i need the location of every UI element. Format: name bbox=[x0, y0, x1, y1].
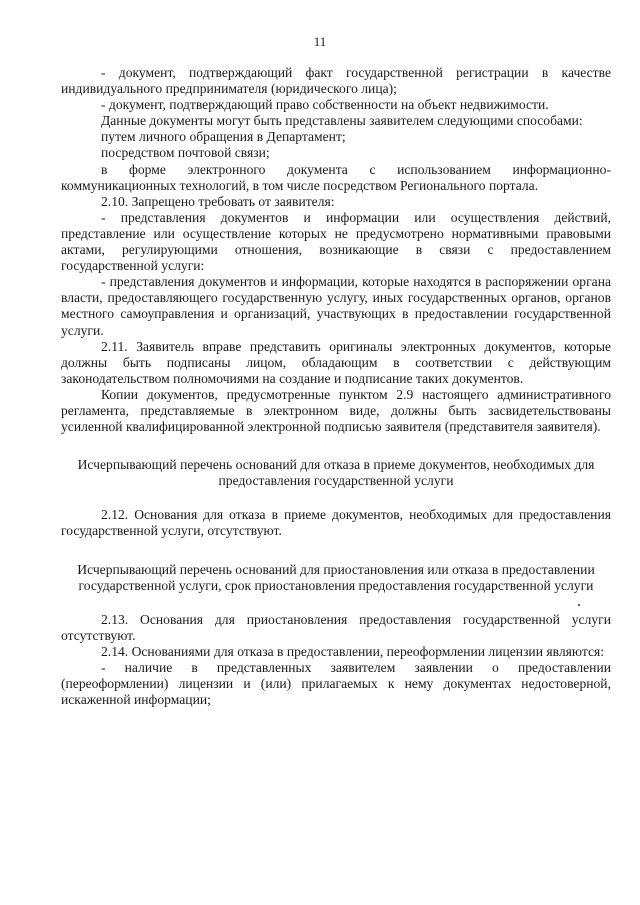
paragraph: 2.11. Заявитель вправе представить оригиналы электронных документов, которые должны быть подписаны лицом, обладающим в соответствии с действующим законодательством полномочиями на создание и подписание таких документов. bbox=[61, 338, 611, 386]
scan-speck bbox=[578, 604, 580, 606]
paragraph: - документ, подтверждающий факт государственной регистрации в качестве индивидуального предпринимателя (юридического лица); bbox=[61, 65, 611, 97]
paragraph: 2.14. Основаниями для отказа в предоставлении, переоформлении лицензии являются: bbox=[101, 643, 605, 659]
paragraph: 2.13. Основания для приостановления предоставления государственной услуги отсутствуют. bbox=[61, 611, 611, 643]
page-number: 11 bbox=[313, 34, 327, 49]
paragraph: 2.10. Запрещено требовать от заявителя: bbox=[101, 193, 335, 209]
paragraph: посредством почтовой связи; bbox=[101, 145, 270, 161]
section-heading: Исчерпывающий перечень оснований для приостановления или отказа в предоставлении государственной услуги, срок приостановления предоставления государственной услуги bbox=[77, 561, 595, 593]
paragraph: Копии документов, предусмотренные пунктом 2.9 настоящего административного регламента, представляемые в электронном виде, должны быть засвидетельствованы усиленной квалифицированной электронной подписью заявителя (представителя заявителя). bbox=[61, 386, 611, 435]
paragraph: 2.12. Основания для отказа в приеме документов, необходимых для предоставления государственной услуги, отсутствуют. bbox=[61, 507, 611, 539]
paragraph: - представления документов и информации или осуществления действий, представление или осуществление которых не предусмотрено нормативными правовыми актами, регулирующими отношения, возникающие в связи с предоставлением государственной услуги: bbox=[61, 209, 611, 274]
paragraph: в форме электронного документа с использованием информационно-коммуникационных технологий, в том числе посредством Регионального портала. bbox=[61, 161, 611, 193]
section-heading: Исчерпывающий перечень оснований для отказа в приеме документов, необходимых для предоставления государственной услуги bbox=[77, 457, 595, 489]
paragraph: - документ, подтверждающий право собственности на объект недвижимости. bbox=[101, 97, 549, 113]
paragraph: - представления документов и информации, которые находятся в распоряжении органа власти, предоставляющего государственную услугу, иных государственных органов, органов местного самоуправления и организаций, участвующих в предоставлении государственной услуги. bbox=[61, 274, 611, 338]
document-body bbox=[61, 65, 611, 708]
paragraph: - наличие в представленных заявителем заявлении о предоставлении (переоформлении) лицензии и (или) прилагаемых к нему документах недостоверной, искаженной информации; bbox=[61, 660, 611, 708]
paragraph: путем личного обращения в Департамент; bbox=[101, 129, 346, 145]
paragraph: Данные документы могут быть представлены заявителем следующими способами: bbox=[101, 113, 583, 129]
